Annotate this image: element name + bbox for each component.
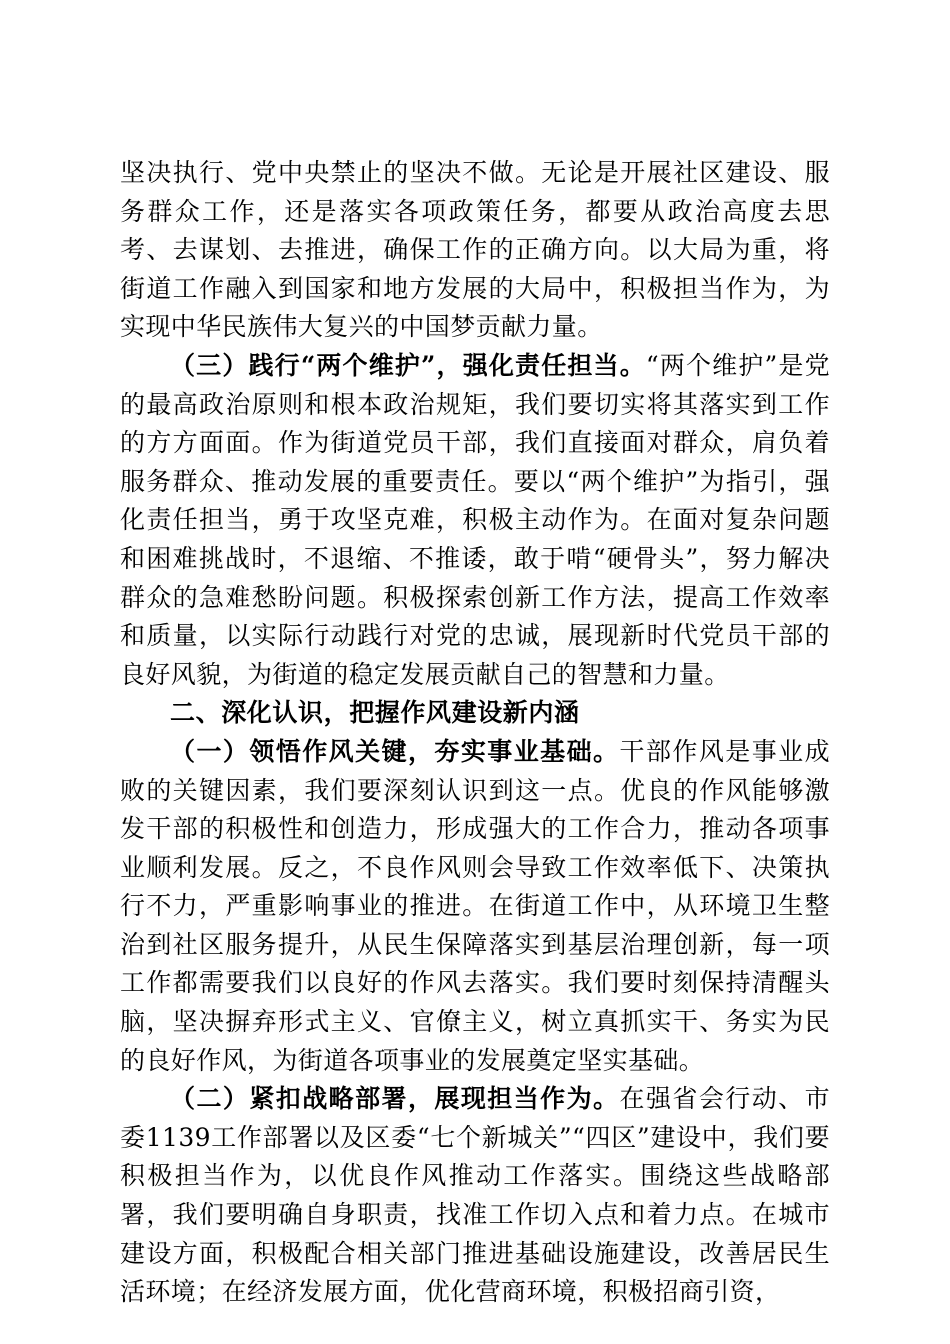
document-body [120,154,830,1312]
paragraph-text: 在强省会行动、市委1139工作部署以及区委“七个新城关”“四区”建设中，我们要积极担当作为，以优良作风推动工作落实。围绕这些战略部署，我们要明确自身职责，找准工作切入点和着力点。在城市建设方面，积极配合相关部门推进基础设施建设，改善居民生活环境；在经济发展方面，优化营商环境，积极招商引资， [120,1084,830,1307]
paragraph-text: 坚决执行、党中央禁止的坚决不做。无论是开展社区建设、服务群众工作，还是落实各项政策任务，都要从政治高度去思考、去谋划、去推进，确保工作的正确方向。以大局为重，将街道工作融入到国家和地方发展的大局中，积极担当作为，为实现中华民族伟大复兴的中国梦贡献力量。 [120,158,830,342]
paragraph-text: “两个维护”是党的最高政治原则和根本政治规矩，我们要切实将其落实到工作的方方面面。作为街道党员干部，我们直接面对群众，肩负着服务群众、推动发展的重要责任。要以“两个维护”为指引，强化责任担当，勇于攻坚克难，积极主动作为。在面对复杂问题和困难挑战时，不退缩、不推诿，敢于啃“硬骨头”，努力解决群众的急难愁盼问题。积极探索创新工作方法，提高工作效率和质量，以实际行动践行对党的忠诚，展现新时代党员干部的良好风貌，为街道的稳定发展贡献自己的智慧和力量。 [120,350,830,689]
paragraph-section-1 [120,733,830,1080]
paragraph-lead: （二）紧扣战略部署，展现担当作为。 [170,1084,620,1114]
section-heading: 二、深化认识，把握作风建设新内涵 [170,698,580,728]
paragraph-lead: （一）领悟作风关键，夯实事业基础。 [170,736,620,766]
paragraph-lead: （三）践行“两个维护”，强化责任担当。 [170,350,646,380]
paragraph-continuation [120,154,830,347]
paragraph-section-2 [120,1080,830,1312]
paragraph-section-3 [120,347,830,694]
paragraph-text: 干部作风是事业成败的关键因素，我们要深刻认识到这一点。优良的作风能够激发干部的积极性和创造力，形成强大的工作合力，推动各项事业顺利发展。反之，不良作风则会导致工作效率低下、决策执行不力，严重影响事业的推进。在街道工作中，从环境卫生整治到社区服务提升，从民生保障落实到基层治理创新，每一项工作都需要我们以良好的作风去落实。我们要时刻保持清醒头脑，坚决摒弃形式主义、官僚主义，树立真抓实干、务实为民的良好作风，为街道各项事业的发展奠定坚实基础。 [120,736,830,1075]
